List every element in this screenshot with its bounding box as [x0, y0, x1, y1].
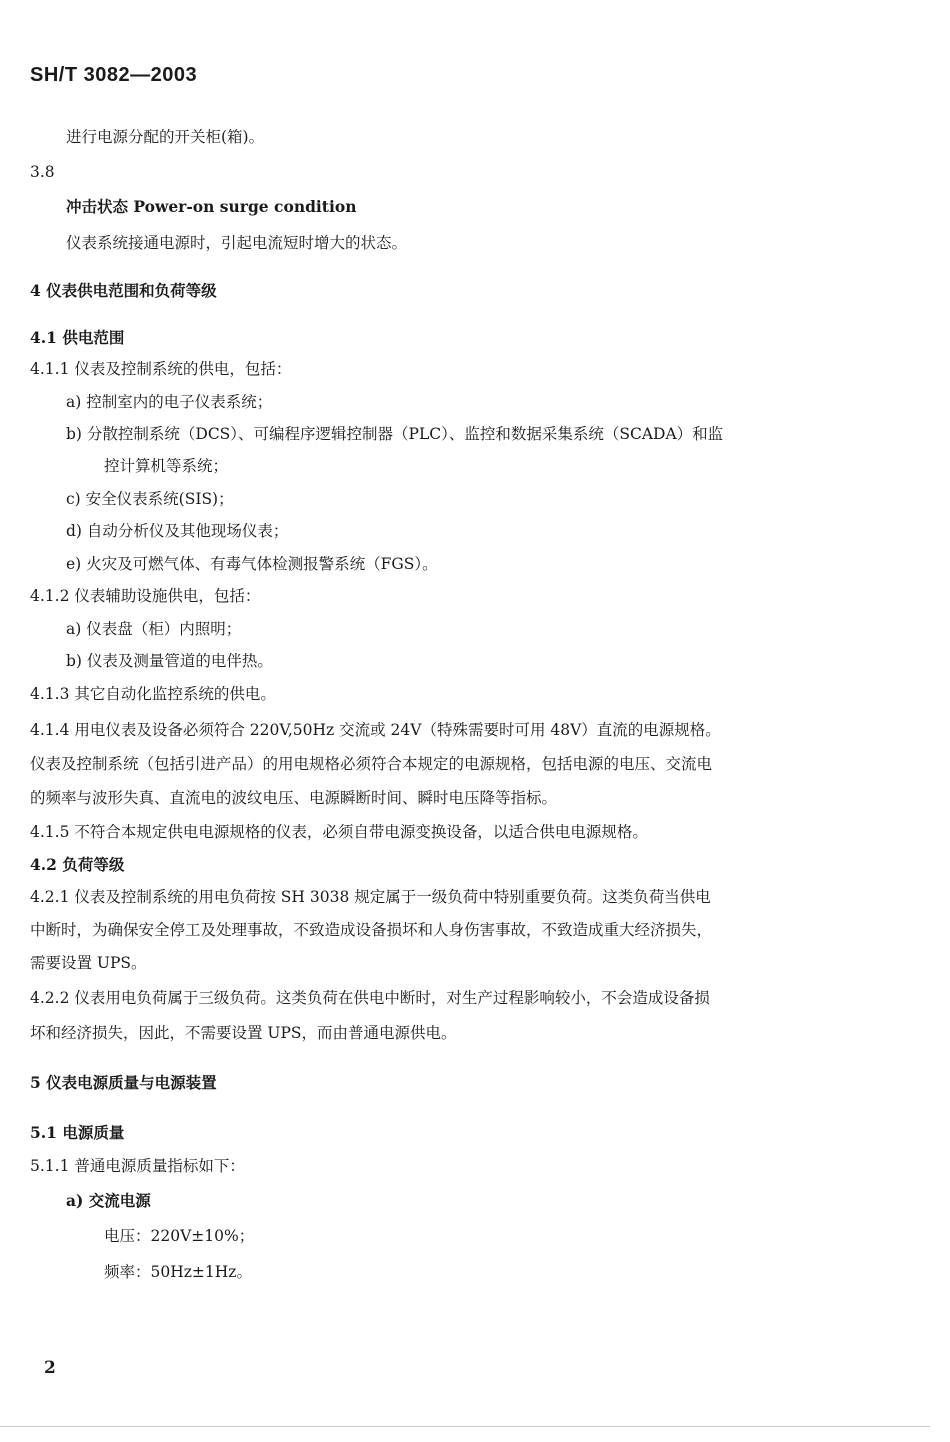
list-item: c) 安全仪表系统(SIS)；	[66, 490, 234, 508]
list-item: a) 仪表盘（柜）内照明；	[66, 620, 242, 638]
subsection-heading: 4.1 供电范围	[30, 328, 125, 347]
standard-number-header: SH/T 3082—2003	[30, 64, 198, 86]
clause-text: 4.1.4 用电仪表及设备必须符合 220V,50Hz 交流或 24V（特殊需要时可用 48V）直流的电源规格。	[30, 721, 721, 739]
section-heading: 5 仪表电源质量与电源装置	[30, 1073, 217, 1092]
paragraph-line: 坏和经济损失，因此，不需要设置 UPS，而由普通电源供电。	[30, 1024, 457, 1042]
list-item: b) 仪表及测量管道的电伴热。	[66, 652, 273, 670]
paragraph-line: 需要设置 UPS。	[30, 954, 147, 972]
list-item-continuation: 控计算机等系统；	[104, 457, 229, 475]
clause-number: 3.8	[30, 163, 55, 181]
term-title: 冲击状态 Power-on surge condition	[66, 197, 357, 216]
section-heading: 4 仪表供电范围和负荷等级	[30, 281, 217, 300]
clause-text: 4.2.2 仪表用电负荷属于三级负荷。这类负荷在供电中断时，对生产过程影响较小，不会造成设备损	[30, 989, 710, 1007]
clause-text: 4.1.3 其它自动化监控系统的供电。	[30, 685, 276, 703]
clause-text: 4.2.1 仪表及控制系统的用电负荷按 SH 3038 规定属于一级负荷中特别重要负荷。这类负荷当供电	[30, 888, 711, 906]
subsection-heading: 4.2 负荷等级	[30, 855, 125, 874]
list-item: a) 控制室内的电子仪表系统；	[66, 393, 273, 411]
list-item: b) 分散控制系统（DCS）、可编程序逻辑控制器（PLC）、监控和数据采集系统（SCADA）和监	[66, 425, 724, 443]
clause-text: 4.1.5 不符合本规定供电电源规格的仪表，必须自带电源变换设备，以适合供电电源规格。	[30, 823, 648, 841]
list-item: e) 火灾及可燃气体、有毒气体检测报警系统（FGS）。	[66, 555, 438, 573]
spec-line: 电压：220V±10%；	[104, 1227, 255, 1245]
subsection-heading: 5.1 电源质量	[30, 1123, 125, 1142]
text-line: 进行电源分配的开关柜(箱)。	[66, 128, 265, 146]
spec-line: 频率：50Hz±1Hz。	[104, 1263, 252, 1281]
term-definition: 仪表系统接通电源时，引起电流短时增大的状态。	[66, 234, 408, 252]
clause-text: 4.1.1 仪表及控制系统的供电，包括：	[30, 360, 292, 378]
paragraph-line: 中断时，为确保安全停工及处理事故，不致造成设备损坏和人身伤害事故，不致造成重大经济损失，	[30, 921, 713, 939]
list-item: a) 交流电源	[66, 1191, 151, 1210]
paragraph-line: 仪表及控制系统（包括引进产品）的用电规格必须符合本规定的电源规格，包括电源的电压、交流电	[30, 755, 713, 773]
clause-text: 5.1.1 普通电源质量指标如下：	[30, 1157, 245, 1175]
clause-text: 4.1.2 仪表辅助设施供电，包括：	[30, 587, 261, 605]
page-bottom-rule	[0, 1426, 930, 1427]
paragraph-line: 的频率与波形失真、直流电的波纹电压、电源瞬断时间、瞬时电压降等指标。	[30, 789, 558, 807]
list-item: d) 自动分析仪及其他现场仪表；	[66, 522, 289, 540]
page-number: 2	[44, 1358, 56, 1378]
